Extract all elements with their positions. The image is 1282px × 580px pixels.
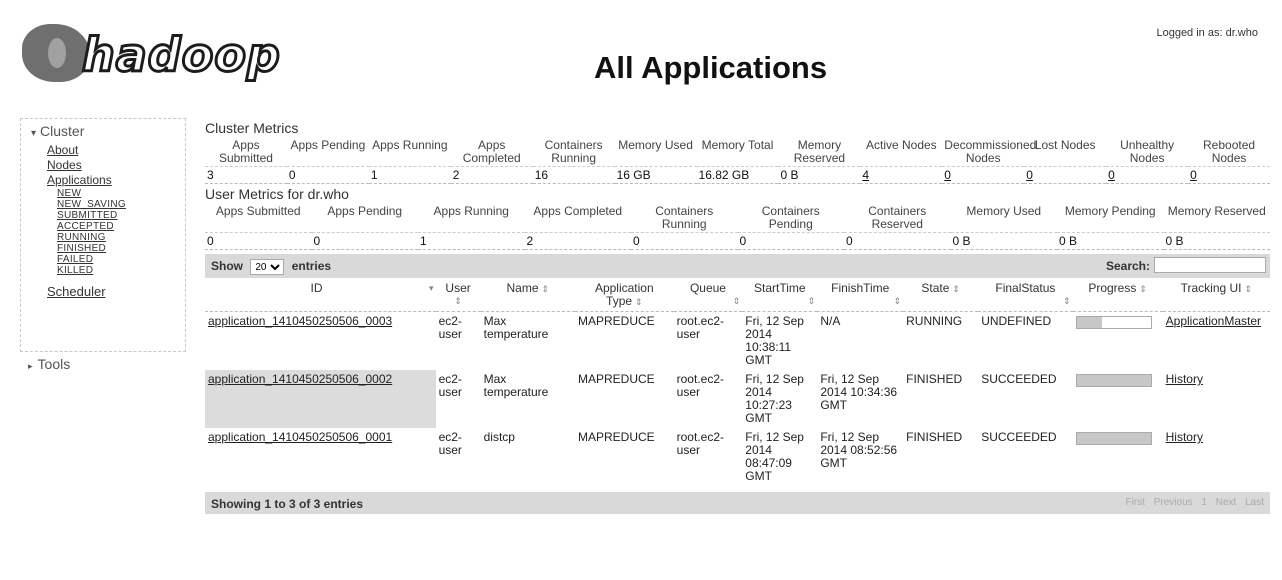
cell-id bbox=[205, 428, 436, 486]
pager-page-1[interactable]: 1 bbox=[1201, 497, 1207, 508]
user-metrics-table bbox=[205, 204, 1270, 250]
metric-value: 16 bbox=[533, 167, 615, 184]
nav-state-new-saving[interactable]: NEW_SAVING bbox=[57, 199, 126, 210]
cell-finalstatus: SUCCEEDED bbox=[981, 372, 1057, 386]
col-label: StartTime bbox=[754, 281, 806, 295]
cell-id bbox=[205, 312, 436, 371]
metric-header: Apps Submitted bbox=[205, 204, 312, 233]
cell-tracking bbox=[1163, 370, 1270, 428]
sort-icon: ⇕ bbox=[807, 296, 816, 306]
metric-value: 2 bbox=[451, 167, 533, 184]
nav-state-accepted[interactable]: ACCEPTED bbox=[57, 221, 114, 232]
progress-bar bbox=[1076, 374, 1152, 387]
metric-header: Containers Running bbox=[533, 138, 615, 167]
entries-info: Showing 1 to 3 of 3 entries bbox=[211, 497, 364, 511]
sort-icon: ⇕ bbox=[893, 296, 902, 306]
application-id-link[interactable]: application_1410450250506_0002 bbox=[208, 372, 393, 386]
nav-cluster-header[interactable] bbox=[21, 119, 185, 143]
col-label: User bbox=[445, 281, 471, 295]
cell-starttime: Fri, 12 Sep 2014 10:38:11 GMT bbox=[745, 314, 804, 367]
cell-state: RUNNING bbox=[906, 314, 963, 328]
metric-value: 0 bbox=[205, 233, 312, 250]
col-header-name[interactable] bbox=[481, 280, 575, 312]
cell-tracking bbox=[1163, 312, 1270, 371]
metric-header: Rebooted Nodes bbox=[1188, 138, 1270, 167]
nav-state-running[interactable]: RUNNING bbox=[57, 232, 106, 243]
col-header-finalstatus[interactable] bbox=[978, 280, 1072, 312]
cell-tracking bbox=[1163, 428, 1270, 486]
cell-type: MAPREDUCE bbox=[577, 430, 655, 444]
col-header-user[interactable] bbox=[436, 280, 481, 312]
cluster-metrics-table bbox=[205, 138, 1270, 184]
metric-value-rebooted-link[interactable]: 0 bbox=[1188, 167, 1270, 184]
cell-queue: root.ec2-user bbox=[676, 314, 724, 341]
metric-header: Lost Nodes bbox=[1024, 138, 1106, 167]
page-size-select[interactable] bbox=[250, 259, 284, 275]
metric-value: 0 B bbox=[1164, 233, 1271, 250]
cell-user: ec2-user bbox=[438, 430, 462, 457]
pager-first[interactable]: First bbox=[1125, 497, 1145, 508]
cell-progress bbox=[1073, 312, 1163, 371]
col-header-state[interactable] bbox=[903, 280, 978, 312]
metric-value: 1 bbox=[369, 167, 451, 184]
nav-link-about[interactable]: About bbox=[47, 143, 79, 157]
col-header-type[interactable] bbox=[575, 280, 674, 312]
cell-id bbox=[205, 370, 436, 428]
metric-header: Apps Running bbox=[369, 138, 451, 167]
cell-name: Max temperature bbox=[483, 372, 549, 399]
cluster-metrics-title: Cluster Metrics bbox=[205, 120, 299, 136]
metric-header: Apps Completed bbox=[451, 138, 533, 167]
metric-value: 0 bbox=[312, 233, 419, 250]
col-label: Name bbox=[506, 281, 539, 295]
metric-value: 0 B bbox=[1057, 233, 1164, 250]
col-header-tracking[interactable] bbox=[1163, 280, 1270, 312]
col-label: Application Type bbox=[594, 281, 654, 308]
cell-state: FINISHED bbox=[906, 372, 963, 386]
metric-header: Apps Running bbox=[418, 204, 525, 233]
metric-header: Containers Reserved bbox=[844, 204, 951, 233]
col-label: Queue bbox=[689, 281, 726, 295]
cell-name: distcp bbox=[483, 430, 515, 444]
metric-header: Decommissioned Nodes bbox=[944, 138, 1037, 165]
cell-queue: root.ec2-user bbox=[676, 372, 724, 399]
application-id-link[interactable]: application_1410450250506_0001 bbox=[208, 430, 393, 444]
search-input[interactable] bbox=[1154, 257, 1266, 273]
col-header-id[interactable] bbox=[205, 280, 436, 312]
pagination bbox=[1119, 497, 1264, 508]
logo-text: hadoop bbox=[82, 28, 281, 82]
cell-finishtime: Fri, 12 Sep 2014 10:34:36 GMT bbox=[820, 372, 898, 412]
metric-value: 0 bbox=[844, 233, 951, 250]
table-header-row bbox=[205, 280, 1270, 312]
sort-icon: ⇕ bbox=[454, 296, 462, 306]
table-row bbox=[205, 312, 1270, 371]
metric-header: Containers Running bbox=[631, 204, 738, 233]
metric-value: 2 bbox=[525, 233, 632, 250]
metric-value-unhealthy-link[interactable]: 0 bbox=[1106, 167, 1188, 184]
metric-value: 0 B bbox=[778, 167, 860, 184]
cell-starttime: Fri, 12 Sep 2014 10:27:23 GMT bbox=[745, 372, 804, 425]
metric-header: Unhealthy Nodes bbox=[1106, 138, 1188, 167]
metric-header: Containers Pending bbox=[738, 204, 845, 233]
metric-header: Apps Pending bbox=[312, 204, 419, 233]
sort-icon: ⇕ bbox=[1244, 284, 1253, 294]
cell-state: FINISHED bbox=[906, 430, 963, 444]
sort-icon: ⇕ bbox=[952, 284, 960, 294]
metric-header: Memory Pending bbox=[1057, 204, 1164, 233]
progress-fill bbox=[1077, 375, 1151, 386]
tracking-ui-link[interactable]: ApplicationMaster bbox=[1165, 314, 1262, 328]
cell-progress bbox=[1073, 428, 1163, 486]
col-label: ID bbox=[310, 281, 323, 295]
nav-tools-header[interactable] bbox=[28, 356, 70, 372]
sort-icon: ⇕ bbox=[1139, 284, 1147, 294]
nav-state-killed[interactable]: KILLED bbox=[57, 265, 94, 276]
metric-header: Memory Reserved bbox=[1164, 204, 1271, 233]
col-label: Progress bbox=[1088, 281, 1137, 295]
metric-value: 0 bbox=[631, 233, 738, 250]
nav-link-nodes[interactable]: Nodes bbox=[47, 158, 82, 172]
metric-value: 0 bbox=[738, 233, 845, 250]
metric-header: Memory Used bbox=[951, 204, 1058, 233]
nav-cluster-label: Cluster bbox=[40, 123, 85, 139]
pager-previous[interactable]: Previous bbox=[1153, 497, 1193, 508]
cell-user: ec2-user bbox=[438, 314, 462, 341]
cell-finishtime: N/A bbox=[820, 314, 841, 328]
nav-tools-label: Tools bbox=[37, 356, 71, 372]
tracking-ui-link[interactable]: History bbox=[1165, 372, 1203, 386]
table-footer-bar bbox=[205, 492, 1270, 514]
metric-header: Apps Pending bbox=[287, 138, 369, 167]
progress-bar bbox=[1076, 316, 1152, 329]
nav-state-finished[interactable]: FINISHED bbox=[57, 243, 107, 254]
metric-value: 3 bbox=[205, 167, 287, 184]
show-label: Show bbox=[211, 259, 243, 274]
metric-value: 0 B bbox=[951, 233, 1058, 250]
elephant-logo-icon bbox=[22, 24, 90, 82]
metric-value: 0 bbox=[287, 167, 369, 184]
metric-value-lost-link[interactable]: 0 bbox=[1024, 167, 1106, 184]
col-label: State bbox=[921, 281, 950, 295]
page-title: All Applications bbox=[594, 50, 828, 85]
sort-desc-icon: ▾ bbox=[429, 283, 434, 293]
metric-header: Apps Submitted bbox=[205, 138, 287, 167]
table-controls-bar bbox=[205, 254, 1270, 278]
metric-value-active-nodes-link[interactable]: 4 bbox=[860, 167, 942, 184]
progress-fill bbox=[1077, 433, 1151, 444]
metric-header: Memory Used bbox=[615, 138, 697, 167]
cell-type: MAPREDUCE bbox=[577, 314, 655, 328]
cell-type: MAPREDUCE bbox=[577, 372, 655, 386]
applications-table bbox=[205, 280, 1270, 486]
user-metrics-title: User Metrics for dr.who bbox=[205, 186, 349, 202]
metric-value-decommissioned-link[interactable]: 0 bbox=[942, 167, 1024, 184]
cell-finalstatus: UNDEFINED bbox=[981, 314, 1052, 328]
application-id-link[interactable]: application_1410450250506_0003 bbox=[208, 314, 393, 328]
col-label: FinalStatus bbox=[995, 281, 1056, 295]
metric-value: 16 GB bbox=[615, 167, 697, 184]
metric-header: Apps Completed bbox=[525, 204, 632, 233]
cell-progress bbox=[1073, 370, 1163, 428]
col-label: FinishTime bbox=[831, 281, 890, 295]
col-header-queue[interactable] bbox=[674, 280, 743, 312]
pager-next[interactable]: Next bbox=[1215, 497, 1237, 508]
metric-header: Memory Total bbox=[697, 138, 779, 167]
table-row bbox=[205, 428, 1270, 486]
sort-icon: ⇕ bbox=[732, 296, 741, 306]
search-label: Search: bbox=[1105, 259, 1150, 273]
tracking-ui-link[interactable]: History bbox=[1165, 430, 1203, 444]
entries-label: entries bbox=[291, 259, 332, 274]
progress-bar bbox=[1076, 432, 1152, 445]
collapse-icon: ▾ bbox=[31, 128, 37, 139]
expand-icon: ▸ bbox=[28, 361, 33, 371]
col-header-progress[interactable] bbox=[1073, 280, 1163, 312]
cell-queue: root.ec2-user bbox=[676, 430, 724, 457]
nav-link-scheduler[interactable]: Scheduler bbox=[47, 284, 106, 299]
nav-state-new[interactable]: NEW bbox=[57, 188, 82, 199]
logged-in-user: Logged in as: dr.who bbox=[1156, 27, 1258, 39]
cell-user: ec2-user bbox=[438, 372, 462, 399]
metric-value: 1 bbox=[418, 233, 525, 250]
nav-state-submitted[interactable]: SUBMITTED bbox=[57, 210, 118, 221]
main-content bbox=[205, 118, 1270, 514]
sidebar-nav bbox=[20, 118, 186, 352]
col-header-starttime[interactable] bbox=[742, 280, 817, 312]
col-label: Tracking UI bbox=[1180, 281, 1242, 295]
cell-finishtime: Fri, 12 Sep 2014 08:52:56 GMT bbox=[820, 430, 898, 470]
progress-fill bbox=[1077, 317, 1103, 328]
cell-finalstatus: SUCCEEDED bbox=[981, 430, 1057, 444]
nav-state-failed[interactable]: FAILED bbox=[57, 254, 94, 265]
col-header-finishtime[interactable] bbox=[817, 280, 903, 312]
hadoop-logo[interactable] bbox=[22, 22, 312, 94]
cell-starttime: Fri, 12 Sep 2014 08:47:09 GMT bbox=[745, 430, 804, 483]
table-row bbox=[205, 370, 1270, 428]
cell-name: Max temperature bbox=[483, 314, 549, 341]
metric-header: Active Nodes bbox=[860, 138, 942, 167]
sort-icon: ⇕ bbox=[635, 297, 643, 307]
metric-value: 16.82 GB bbox=[697, 167, 779, 184]
pager-last[interactable]: Last bbox=[1245, 497, 1264, 508]
sort-icon: ⇕ bbox=[1063, 296, 1071, 306]
metric-header: Memory Reserved bbox=[778, 138, 860, 167]
app-state-links bbox=[47, 188, 185, 276]
sort-icon: ⇕ bbox=[541, 284, 550, 294]
nav-link-applications[interactable]: Applications bbox=[47, 173, 112, 187]
